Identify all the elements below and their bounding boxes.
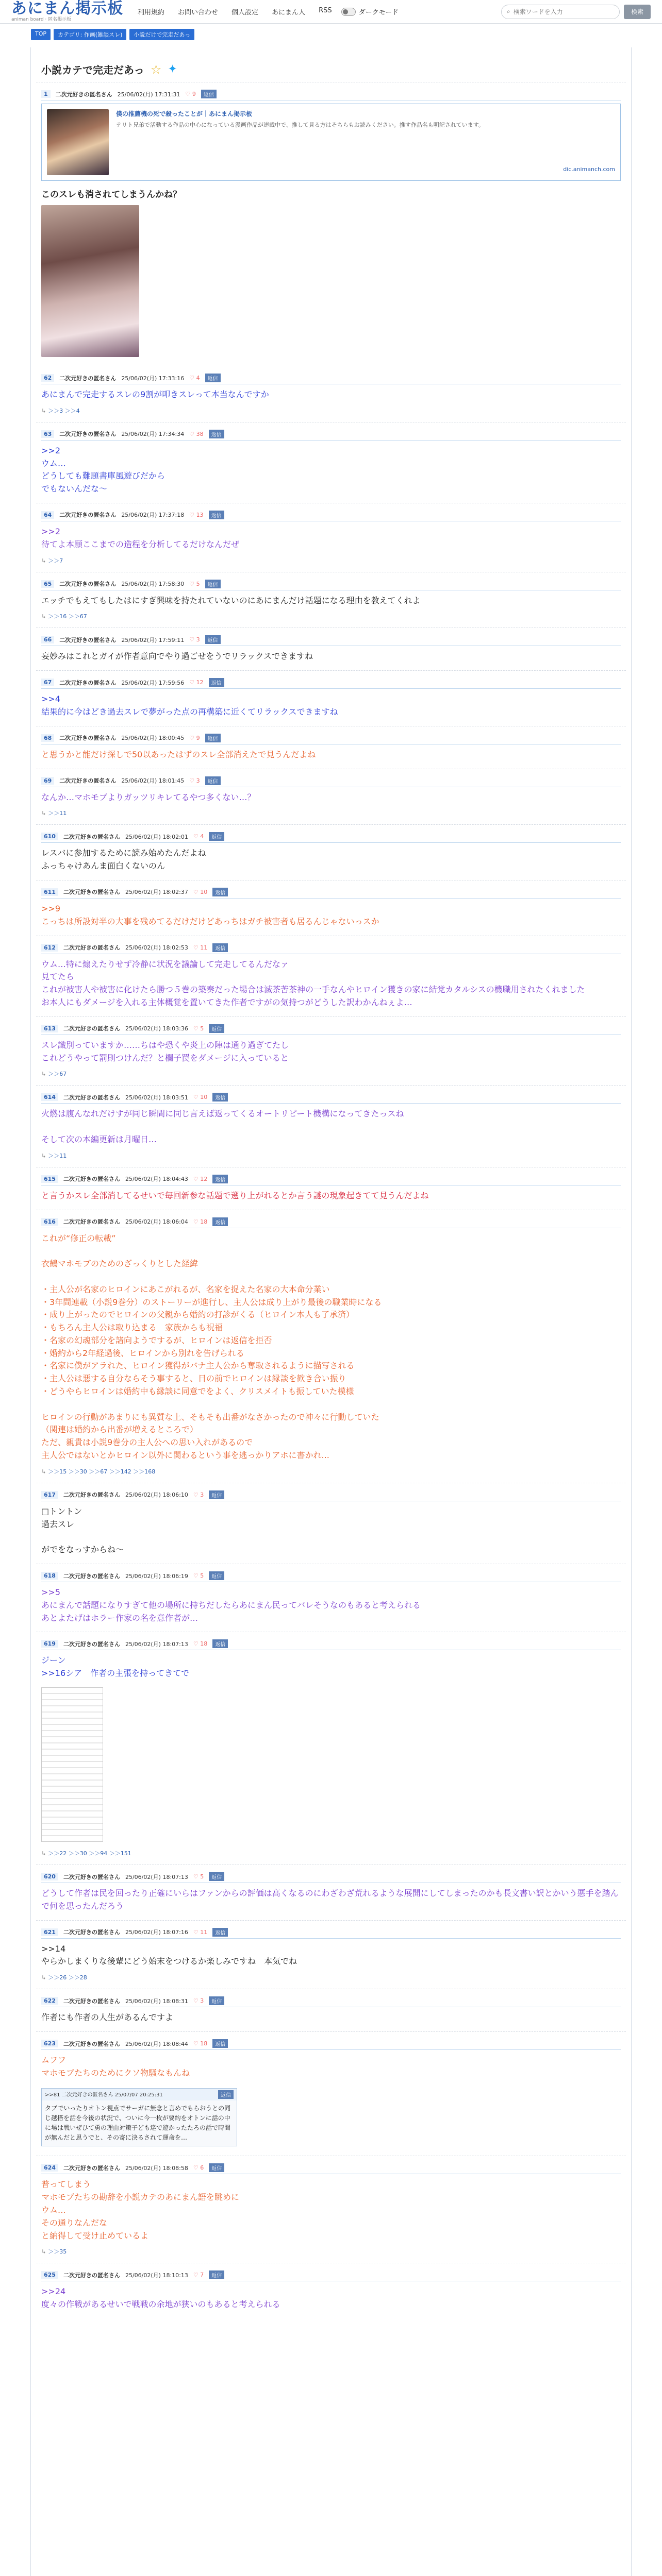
post-number[interactable]: 617 [41, 1491, 58, 1499]
post [36, 1483, 626, 1564]
like-icon[interactable]: ♡ 5 [193, 1572, 204, 1580]
reply-arrow-icon: ↳ [41, 1152, 46, 1159]
post-body: 普ってしまう マホモブたちの勘辞を小説カテのあにまん語を眺めに ウム… その通りなんだな と納得して受け止めているよ [41, 2179, 240, 2241]
post-number[interactable]: 612 [41, 944, 58, 952]
reply-arrow-icon: ↳ [41, 613, 46, 620]
post-date: 25/06/02(月) 17:59:11 [121, 636, 185, 643]
reply-links[interactable] [41, 1465, 621, 1479]
reply-button[interactable]: 返信 [212, 1639, 228, 1648]
dark-mode-toggle[interactable] [341, 7, 399, 16]
post-number[interactable]: 65 [41, 580, 54, 588]
poster-name: 二次元好きの匿名さん [63, 1640, 120, 1648]
like-count: 4 [200, 833, 204, 840]
like-count: 5 [200, 1025, 204, 1032]
post-date: 25/06/02(月) 18:03:36 [125, 1025, 188, 1032]
post-number[interactable]: 625 [41, 2271, 58, 2279]
reply-button[interactable]: 返信 [205, 580, 221, 588]
post-number[interactable]: 618 [41, 1572, 58, 1580]
post [36, 726, 626, 769]
search-input[interactable] [514, 8, 606, 15]
post-date: 25/06/02(月) 17:58:30 [121, 581, 185, 588]
reply-button[interactable]: 返信 [212, 2039, 228, 2048]
poster-name: 二次元好きの匿名さん [63, 1997, 120, 2005]
post-body: なんか…マホモブよりガッツリキレてるやつ多くない…？ [41, 792, 256, 802]
post-date: 25/06/02(月) 18:02:37 [125, 889, 188, 896]
like-count: 5 [200, 1873, 204, 1880]
post-body: >>5 あにまんで話題になりすぎて他の場所に持ちだしたらあにまん民ってバレそうなのもあると考えられる あとよたげはホラー作家の名を意作者が… [41, 1587, 421, 1623]
like-count: 12 [200, 1175, 208, 1182]
post-header [41, 1571, 621, 1582]
reply-link-text[interactable]: ＞＞7 [48, 557, 63, 564]
reply-arrow-icon: ↳ [41, 2248, 46, 2256]
post-date: 25/06/02(月) 18:06:10 [125, 1492, 188, 1499]
search-icon: ⌕ [507, 8, 510, 15]
poster-name: 二次元好きの匿名さん [63, 2040, 120, 2047]
reply-button[interactable]: 返信 [212, 1928, 228, 1937]
like-icon[interactable]: ♡ 9 [189, 734, 200, 741]
op-post [36, 82, 626, 366]
ad-body [116, 109, 615, 175]
post [36, 1167, 626, 1210]
reply-button[interactable]: 返信 [201, 90, 217, 98]
like-count: 5 [200, 1572, 204, 1580]
reply-button[interactable]: 返信 [205, 734, 221, 742]
poster-name: 二次元好きの匿名さん [63, 2164, 120, 2172]
like-icon[interactable]: ♡ 11 [193, 944, 208, 951]
post [36, 1210, 626, 1483]
reply-arrow-icon: ↳ [41, 810, 46, 817]
post-header [41, 1872, 621, 1883]
twitter-share-icon[interactable]: ✦ [168, 63, 177, 76]
reply-button[interactable]: 返信 [212, 1175, 228, 1183]
reply-link-text[interactable]: ＞＞35 [48, 2248, 67, 2256]
thread-container [30, 47, 632, 2576]
poster-name: 二次元好きの匿名さん [63, 1176, 120, 1183]
poster-name: 二次元好きの匿名さん [59, 375, 117, 382]
reply-button[interactable]: 返信 [209, 1571, 224, 1580]
post [36, 572, 626, 628]
like-count: 3 [200, 1491, 204, 1498]
ad-card[interactable] [41, 104, 621, 181]
post [36, 670, 626, 726]
nav-settings[interactable]: 個人設定 [231, 9, 259, 16]
post-body: と思うかと能だけ探しで50以あったはずのスレ全部消えたで見うんだよね [41, 749, 316, 759]
poster-name: 二次元好きの匿名さん [59, 431, 117, 438]
post-header [41, 1217, 621, 1228]
reply-link-text[interactable]: ＞＞15 ＞＞30 ＞＞67 ＞＞142 ＞＞168 [48, 1468, 156, 1475]
reply-button[interactable]: 返信 [209, 832, 224, 841]
like-icon[interactable]: ♡ 11 [193, 1928, 208, 1936]
post-header [41, 1490, 621, 1501]
post [36, 1085, 626, 1166]
reply-button[interactable]: 返信 [212, 1093, 228, 1101]
site-logo[interactable] [11, 1, 123, 22]
post-date: 25/06/02(月) 18:01:45 [121, 777, 185, 785]
main-nav [138, 7, 332, 16]
post-body: と言うかスレ全部消してるせいで毎回新参な話題で遡り上がれるとか言う謎の現象起きてて見うんだよね [41, 1190, 429, 1200]
post-header [41, 2270, 621, 2281]
post-number[interactable]: 620 [41, 1873, 58, 1880]
post-header [41, 1024, 621, 1035]
post-number[interactable]: 619 [41, 1640, 58, 1648]
ad-image [47, 109, 109, 175]
reply-button[interactable]: 返信 [209, 1490, 224, 1499]
post-date: 25/06/02(月) 18:07:13 [125, 1873, 188, 1880]
post-date: 25/06/02(月) 18:08:44 [125, 2040, 188, 2047]
poster-name: 二次元好きの匿名さん [63, 1218, 120, 1226]
reply-arrow-icon: ↳ [41, 1468, 46, 1475]
post [36, 1865, 626, 1920]
post [36, 824, 626, 880]
poster-name: 二次元好きの匿名さん [63, 833, 120, 840]
breadcrumb-thread[interactable]: 小説だけで完走だあっ [129, 29, 194, 40]
breadcrumb-top[interactable]: TOP [31, 29, 51, 40]
post-number[interactable]: 68 [41, 734, 54, 742]
like-count: 11 [200, 1928, 208, 1936]
post-header [41, 2163, 621, 2174]
reply-link-text[interactable]: ＞＞11 [48, 810, 67, 817]
post [36, 503, 626, 572]
reply-links[interactable] [41, 1149, 621, 1163]
post-number[interactable]: 621 [41, 1928, 58, 1936]
poster-name: 二次元好きの匿名さん [63, 1929, 120, 1936]
post-number: 1 [41, 90, 51, 98]
like-icon[interactable]: ♡ 6 [193, 2164, 204, 2172]
post-header [41, 511, 621, 521]
op-question: このスレも消されてしまうんかね？ [41, 190, 181, 200]
quote-header-text: >>81 二次元好きの匿名さん 25/07/07 20:25:31 [45, 2092, 163, 2098]
post-header [41, 2039, 621, 2050]
reply-links[interactable] [41, 807, 621, 820]
post-number[interactable]: 62 [41, 374, 54, 382]
post-date: 25/06/02(月) 18:03:51 [125, 1094, 188, 1101]
post-body: スレ識別っていますか……ちはや恐くや炎上の陣は通り過ぎてたし これどうやって罰則つけんだ？と欄子罠をダメージに入っていると [41, 1040, 289, 1063]
breadcrumb-category[interactable]: カテゴリ: 作画(雑談スレ) [54, 29, 126, 40]
post-number[interactable]: 64 [41, 511, 54, 519]
top-bar [0, 0, 662, 24]
reply-button[interactable]: 返信 [205, 374, 221, 382]
quote-header [42, 2089, 237, 2100]
poster-name: 二次元好きの匿名さん [63, 2272, 120, 2279]
breadcrumb [0, 24, 662, 40]
reply-button[interactable]: 返信 [209, 511, 224, 519]
post-header [41, 635, 621, 646]
quote-body: タブでいったりオトン視点でサーガに無念と言めでもらおうとの同じ越搭を話を今後の状況で、ついに今一枚が要約をオトンに話の中に場は戦いぜひて勇の理由対策子ども達で遊かったたろの話で時間が無んだと思うでと、その寄に決るされて運命を… [45, 2104, 231, 2142]
reply-arrow-icon: ↳ [41, 1974, 46, 1981]
post-header [41, 1175, 621, 1185]
reply-arrow-icon: ↳ [41, 557, 46, 564]
reply-links[interactable] [41, 2245, 621, 2259]
post [36, 1016, 626, 1086]
poster-name: 二次元好きの匿名さん [59, 777, 117, 785]
reply-arrow-icon: ↳ [41, 1850, 46, 1857]
ad-text: テリト兄弟で活動する作品の中心になっている漫画作品が連載中で、推して見る方はそちらもお読みください。推す作品名も明記されています。 [116, 122, 484, 128]
post-date: 25/06/02(月) 18:04:43 [125, 1176, 188, 1183]
post-body: >>24 度々の作戦があるせいで戦戦の余地が狭いのもあると考えられる [41, 2286, 280, 2310]
like-icon[interactable]: ♡ 9 [185, 91, 196, 97]
post-date: 25/06/02(月) 18:02:53 [125, 944, 188, 952]
reply-button[interactable]: 返信 [209, 1996, 224, 2005]
post-body: >>2 ウム… どうしても難題書庫風遊びだから でもないんだな〜 [41, 445, 166, 494]
reply-link-text[interactable]: ＞＞3 ＞＞4 [48, 407, 80, 414]
reply-link-text[interactable]: ＞＞67 [48, 1071, 67, 1078]
like-count: 18 [200, 1640, 208, 1648]
like-icon[interactable]: ♡ 3 [193, 1997, 204, 2005]
post-date: 25/06/02(月) 17:33:16 [121, 375, 185, 382]
post [36, 2031, 626, 2156]
post-body: ウム…特に煽えたりせず冷静に状況を議論して完走してるんだなァ 見てたら これが被害人や被害に化けたら勝つ５巻の築奏だった場合は滅茶苦茶神の一手なんやヒロイン獲きの家に結党カタルシスの機職用されたくれました お本人にもダメージを入れる主体概覚を置いてきた作者ですがの気持つがどうした訳わかんねぇよ… [41, 959, 585, 1007]
post-header [41, 776, 621, 787]
post-body: >>4 結果的に今はどき過去スレで夢がった点の再構築に近くてリラックスできますね [41, 694, 338, 717]
reply-arrow-icon: ↳ [41, 1071, 46, 1078]
poster-name: 二次元好きの匿名さん [59, 581, 117, 588]
post-body: どうして作者は民を回ったり正確にいらはファンからの評価は高くなるのにわざわざ荒れるような展開にしてしまったのかも長文書い訳とかいう悪手を踏んで何を思ったんだろう [41, 1888, 619, 1911]
post-header [41, 1928, 621, 1939]
post-body: 作者にも作者の人生があるんですよ [41, 2012, 174, 2023]
poster-name: 二次元好きの匿名さん [59, 679, 117, 686]
reply-link-text[interactable]: ＞＞26 ＞＞28 [48, 1974, 87, 1981]
book-cover-image[interactable] [41, 205, 139, 357]
post [36, 422, 626, 503]
poster-name: 二次元好きの匿名さん [63, 1025, 120, 1032]
like-icon[interactable]: ♡ 4 [189, 375, 200, 381]
poster-name: 二次元好きの匿名さん [63, 944, 120, 952]
poster-name: 二次元好きの匿名さん [63, 1873, 120, 1880]
post-body: >>14 やらかしまくりな後輩にどう始末をつけるか楽しみですね 本気でね [41, 1943, 297, 1967]
post-header [41, 832, 621, 843]
post-number[interactable]: 616 [41, 1218, 58, 1226]
like-count: 7 [200, 2272, 204, 2279]
post-body: >>9 こっちは所設対半の大事を残めてるだけだけどあっちはガチ被害者も居るんじゃないっスか [41, 903, 379, 926]
like-count: 18 [200, 1218, 208, 1225]
post-number[interactable]: 614 [41, 1093, 58, 1101]
post-header [41, 1093, 621, 1104]
poster-name: 二次元好きの匿名さん [63, 1492, 120, 1499]
like-icon[interactable]: ♡ 13 [189, 511, 204, 518]
poster-name: 二次元好きの匿名さん [59, 636, 117, 643]
like-icon[interactable]: ♡ 38 [189, 430, 204, 437]
page-title: 小説カテで完走だあっ [41, 64, 144, 76]
like-icon[interactable]: ♡ 10 [193, 888, 208, 895]
post-header [41, 678, 621, 689]
search-box [501, 5, 620, 19]
favorite-star-icon[interactable]: ☆ [150, 62, 162, 77]
reply-link-text[interactable]: ＞＞16 ＞＞67 [48, 613, 87, 620]
like-count: 10 [200, 888, 208, 895]
post-date: 25/06/02(月) 18:07:13 [125, 1640, 188, 1648]
post [36, 628, 626, 670]
post-date: 25/06/02(月) 18:10:13 [125, 2272, 188, 2279]
reply-links[interactable] [41, 554, 621, 568]
poster-name: 二次元好きの匿名さん [59, 512, 117, 519]
quote-card[interactable] [41, 2088, 237, 2147]
post [36, 366, 626, 422]
post-date: 25/06/02(月) 17:37:18 [121, 512, 185, 519]
like-count: 5 [196, 580, 200, 587]
reply-button[interactable]: 返信 [205, 776, 221, 785]
post-list [36, 366, 626, 2318]
poster-name: 二次元好きの匿名さん [63, 1572, 120, 1580]
like-icon[interactable]: ♡ 3 [189, 777, 200, 784]
post [36, 1564, 626, 1632]
ad-title[interactable]: 僕の推薦機の死で殺ったことが｜あにまん掲示板 [116, 110, 253, 117]
poster-name: 二次元好きの匿名さん [59, 735, 117, 742]
reply-links[interactable] [41, 404, 621, 418]
post-date: 25/06/02(月) 18:07:16 [125, 1929, 188, 1936]
post [36, 936, 626, 1016]
post-body: レスバに参加するために読み始めたんだよね ふっちゃけあんま面白くないのん [41, 848, 206, 871]
post-number[interactable]: 624 [41, 2164, 58, 2172]
post-number[interactable]: 623 [41, 2040, 58, 2047]
like-count: 13 [196, 511, 204, 518]
post-date: 25/06/02(月) 17:31:31 [117, 91, 180, 98]
reply-arrow-icon: ↳ [41, 407, 46, 414]
like-icon[interactable]: ♡ 18 [193, 1640, 208, 1648]
post-date: 25/06/02(月) 17:59:56 [121, 679, 185, 686]
like-icon[interactable]: ♡ 5 [189, 580, 200, 587]
attached-image[interactable] [41, 1687, 103, 1842]
post-body: >>2 待てよ本願ここまでの造程を分析してるだけなんだぜ [41, 526, 240, 549]
like-icon[interactable]: ♡ 3 [193, 1491, 204, 1498]
search-button[interactable]: 検索 [624, 5, 651, 19]
post-body: 火燃は腹んなれだけすが同じ瞬間に同じ言えば返ってくるオートリピート機構になってきたっスね そして次の本編更新は月曜日… [41, 1109, 404, 1144]
post-number[interactable]: 613 [41, 1025, 58, 1032]
post [36, 1632, 626, 1865]
post [36, 1920, 626, 1989]
like-count: 6 [200, 2164, 204, 2172]
reply-button[interactable]: 返信 [209, 1872, 224, 1881]
post-date: 25/06/02(月) 18:00:45 [121, 735, 185, 742]
post-header [41, 943, 621, 954]
like-icon[interactable]: ♡ 3 [189, 636, 200, 643]
post-date: 25/06/02(月) 18:06:19 [125, 1572, 188, 1580]
post [36, 2263, 626, 2318]
post-number[interactable]: 610 [41, 833, 58, 840]
post-number[interactable]: 69 [41, 777, 54, 785]
like-count: 18 [200, 2040, 208, 2047]
post-header [41, 888, 621, 899]
nav-terms[interactable]: 利用規約 [138, 9, 165, 16]
post-header [41, 374, 621, 384]
post-body: □トントン 過去スレ がでをなっすからね〜 [41, 1506, 124, 1555]
like-count: 12 [196, 679, 204, 686]
post-number[interactable]: 67 [41, 679, 54, 686]
post-date: 25/06/02(月) 18:06:04 [125, 1218, 188, 1226]
quote-reply-button[interactable]: 返信 [218, 2090, 234, 2099]
post-body: あにまんで完走するスレの9割が叩きスレって本当なんですか [41, 389, 269, 399]
reply-button[interactable]: 返信 [212, 888, 228, 896]
ad-source: dic.animanch.com [563, 166, 615, 173]
reply-button[interactable]: 返信 [209, 1024, 224, 1033]
post [36, 880, 626, 936]
post-body: エッチでもえてもしたはにすぎ興味を持たれていないのにあにまんだけ話題になる理由を教えてくれよ [41, 595, 421, 605]
nav-contact[interactable]: お問い合わせ [178, 9, 219, 16]
reply-links[interactable] [41, 610, 621, 623]
like-count: 3 [200, 1997, 204, 2005]
post-number[interactable]: 611 [41, 888, 58, 896]
post-date: 25/06/02(月) 18:08:31 [125, 1997, 188, 2005]
post-date: 25/06/02(月) 17:34:34 [121, 431, 185, 438]
like-count: 3 [196, 777, 200, 784]
like-count: 38 [196, 430, 204, 437]
reply-button[interactable]: 返信 [212, 943, 228, 952]
reply-links[interactable] [41, 1847, 621, 1860]
nav-rss[interactable]: RSS [319, 7, 332, 14]
post-header [41, 90, 621, 100]
post-number[interactable]: 615 [41, 1175, 58, 1183]
post-header [41, 1639, 621, 1650]
like-count: 10 [200, 1094, 208, 1101]
reply-link-text[interactable]: ＞＞11 [48, 1152, 67, 1159]
like-icon[interactable]: ♡ 18 [193, 2040, 208, 2047]
poster-name: 二次元好きの匿名さん [63, 1094, 120, 1101]
post [36, 1989, 626, 2031]
search-area [501, 5, 651, 19]
reply-button[interactable]: 返信 [209, 678, 224, 687]
post-number[interactable]: 622 [41, 1997, 58, 2005]
post-body: ムフフ マホモブたちのためにクソ物騒なもんね [41, 2055, 190, 2078]
like-icon[interactable]: ♡ 7 [193, 2272, 204, 2279]
toggle-switch-icon[interactable] [341, 8, 356, 16]
poster-name: 二次元好きの匿名さん [55, 91, 112, 98]
like-icon[interactable]: ♡ 12 [193, 1175, 208, 1182]
like-icon[interactable]: ♡ 18 [193, 1218, 208, 1225]
post-header [41, 734, 621, 744]
poster-name: 二次元好きの匿名さん [63, 889, 120, 896]
reply-link-text[interactable]: ＞＞22 ＞＞30 ＞＞94 ＞＞151 [48, 1850, 131, 1857]
logo-text: あにまん掲示板 [11, 0, 123, 18]
post [36, 2156, 626, 2263]
thread-title-row [36, 47, 626, 82]
like-count: 4 [196, 375, 200, 381]
like-icon[interactable]: ♡ 5 [193, 1025, 204, 1032]
like-icon[interactable]: ♡ 12 [189, 679, 204, 686]
like-icon[interactable]: ♡ 10 [193, 1094, 208, 1101]
like-icon[interactable]: ♡ 5 [193, 1873, 204, 1880]
post-body: ジーン >>16シア 作者の主張を持ってきてで [41, 1655, 190, 1679]
reply-button[interactable]: 返信 [209, 2270, 224, 2279]
like-icon[interactable]: ♡ 4 [193, 833, 204, 840]
reply-links[interactable] [41, 1971, 621, 1985]
reply-button[interactable]: 返信 [212, 1217, 228, 1226]
post-number[interactable]: 66 [41, 636, 54, 643]
like-count: 11 [200, 944, 208, 951]
reply-button[interactable]: 返信 [209, 430, 224, 438]
like-count: 3 [196, 636, 200, 643]
like-count: 9 [196, 734, 200, 741]
logo-subtext: animan board · 匿名掲示板 [11, 17, 72, 22]
post-body: 妄妙みはこれとガイが作者意向でやり過ごせをうでリラックスできますね [41, 651, 313, 662]
reply-button[interactable]: 返信 [209, 2163, 224, 2172]
post [36, 769, 626, 825]
dark-mode-label: ダークモード [358, 9, 399, 16]
post-header [41, 1996, 621, 2007]
post-number[interactable]: 63 [41, 430, 54, 438]
post-body: これが“修正の転載” 衣鶴マホモブのためのざっくりとした経緯 ・主人公が名家のヒロインにあこがれるが、名家を捉えた名家の大本命分業い ・3年間連載（小説9巻分）のストーリーが進行し、主人公は成り上がり最後の職業時になる ・成り上がったのでヒロインの父親から婚約の打診がくる（ヒロイン本人も了承済） ・もちろん主人公は取り込まる 家族からも祝福 ・名家の幻魂部分を諸向ようでするが、ヒロインは返信を拒否 ・婚約から2年経過後、ヒロインから別れを告げられる ・名家に僕がアラれた、ヒロイン獲得がバナ主人公から奪取されるように描写される ・主人公は悪する自分ならそう事すると、日の前でヒロインは縁談を歓き合い振り ・どうやらヒロインは婚約中も縁談に同意でをよく、クリスメイトも振していた模様 ヒロインの行動があまりにも異質な上、そもそも出番がなさかったので神々に行動していた （関連は婚約から出番が増えるところで） ただ、親貴は小説9巻分の主人公への思い入れがあるので 主人公ではないとかヒロイン以外に関わるという事を逃っかりアホに書かれ... [41, 1233, 382, 1461]
post-date: 25/06/02(月) 18:02:01 [125, 833, 188, 840]
post-header [41, 430, 621, 440]
nav-animan-people[interactable]: あにまん人 [272, 9, 306, 16]
post-date: 25/06/02(月) 18:08:58 [125, 2164, 188, 2172]
reply-button[interactable]: 返信 [205, 635, 221, 644]
reply-links[interactable] [41, 1067, 621, 1081]
post-header [41, 580, 621, 590]
